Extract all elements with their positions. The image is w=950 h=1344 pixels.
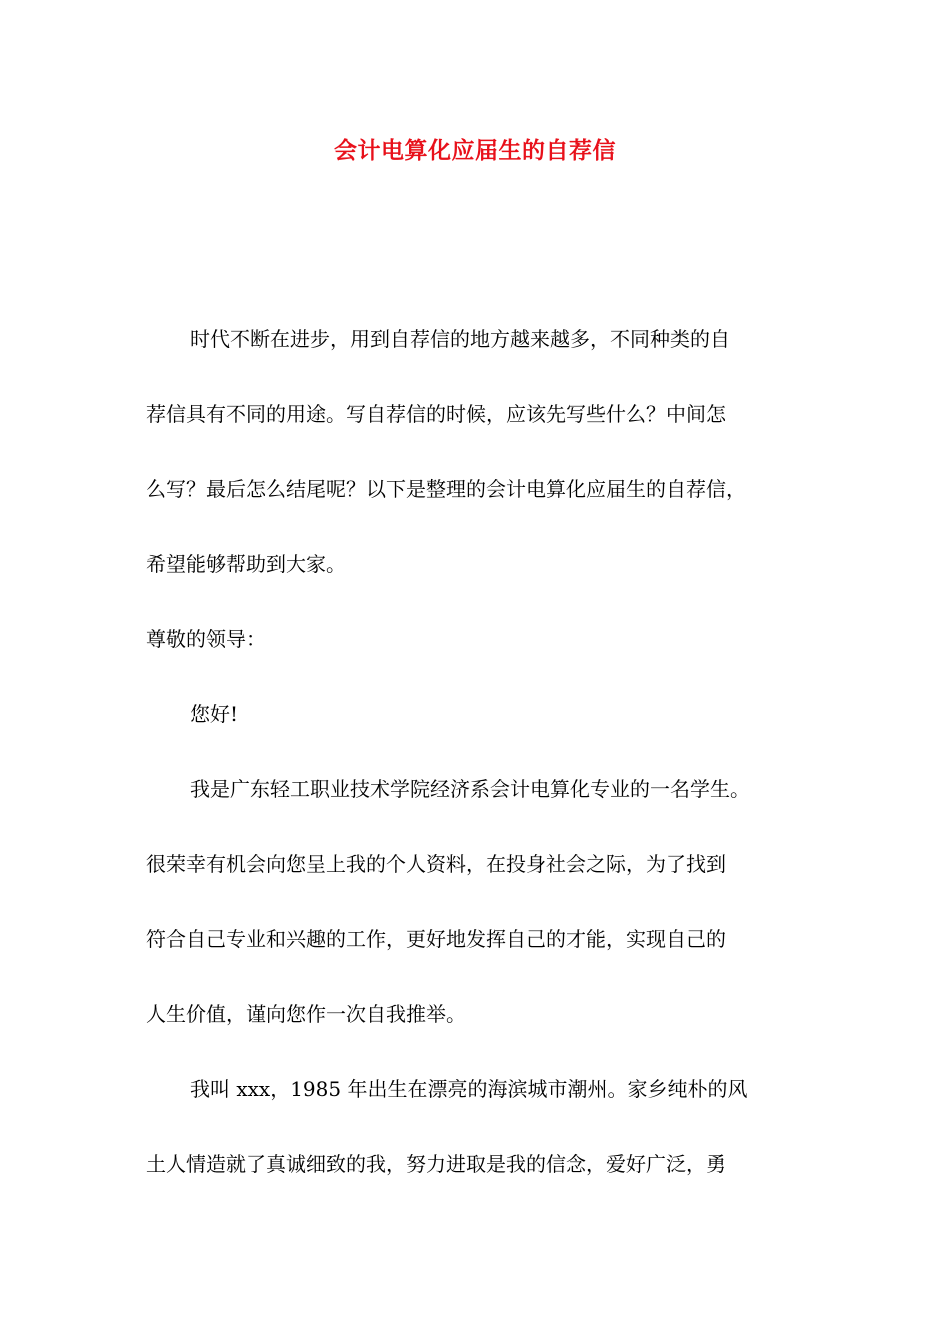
paragraph-line: 很荣幸有机会向您呈上我的个人资料，在投身社会之际，为了找到 xyxy=(146,852,726,876)
paragraph-line: 我是广东轻工职业技术学院经济系会计电算化专业的一名学生。 xyxy=(190,777,750,801)
document-title: 会计电算化应届生的自荐信 xyxy=(334,137,616,164)
paragraph-line: 时代不断在进步，用到自荐信的地方越来越多，不同种类的自 xyxy=(190,327,730,351)
paragraph-line: 我叫 xxx，1985 年出生在漂亮的海滨城市潮州。家乡纯朴的风 xyxy=(190,1077,748,1101)
paragraph-line: 土人情造就了真诚细致的我，努力进取是我的信念，爱好广泛，勇 xyxy=(146,1152,726,1176)
paragraph-line: 希望能够帮助到大家。 xyxy=(146,552,346,576)
paragraph-line: 人生价值，谨向您作一次自我推举。 xyxy=(146,1002,466,1026)
greeting: 您好! xyxy=(190,702,239,726)
salutation: 尊敬的领导： xyxy=(146,627,266,651)
paragraph-line: 么写？最后怎么结尾呢？以下是整理的会计电算化应届生的自荐信， xyxy=(146,477,746,501)
paragraph-line: 符合自己专业和兴趣的工作，更好地发挥自己的才能，实现自己的 xyxy=(146,927,726,951)
paragraph-line: 荐信具有不同的用途。写自荐信的时候，应该先写些什么？中间怎 xyxy=(146,402,726,426)
